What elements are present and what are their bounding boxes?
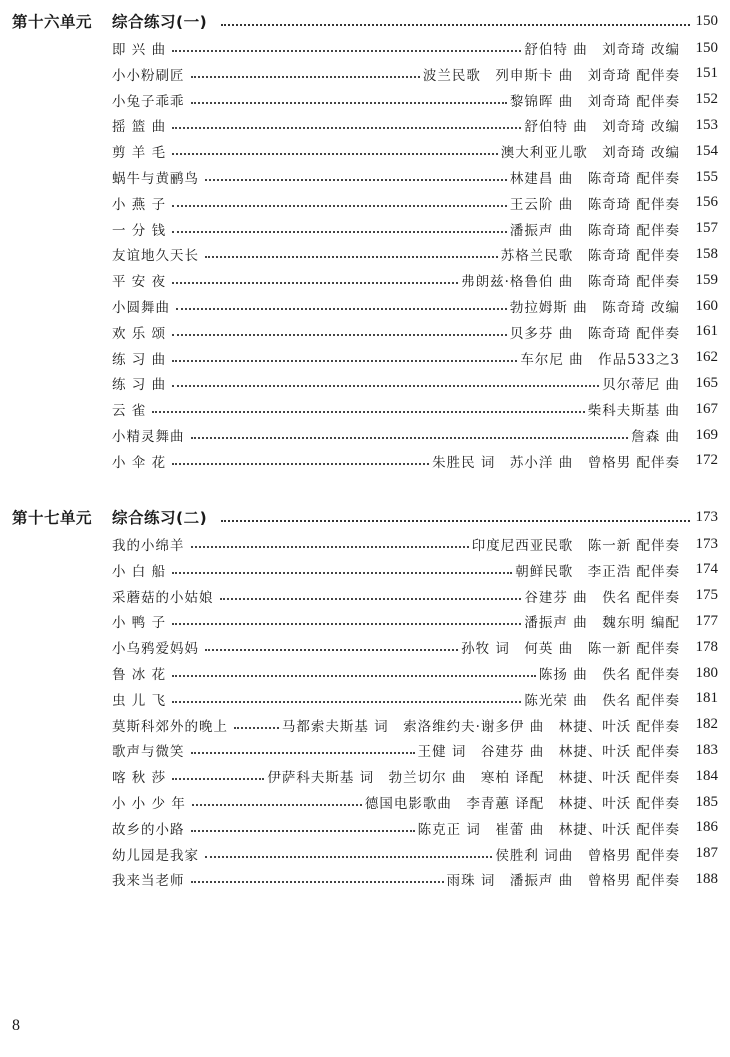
toc-entry[interactable] bbox=[112, 139, 718, 163]
entry-page: 152 bbox=[695, 91, 718, 108]
entry-page: 161 bbox=[695, 323, 718, 340]
toc-entry[interactable] bbox=[112, 532, 718, 556]
toc-entry[interactable] bbox=[112, 397, 718, 421]
unit-page: 173 bbox=[695, 508, 718, 525]
entry-credit: 朝鲜民歌 李正浩 配伴奏 bbox=[515, 563, 680, 580]
leader-dots bbox=[172, 675, 536, 677]
toc-entry[interactable] bbox=[112, 320, 718, 344]
toc-entry[interactable] bbox=[112, 609, 718, 633]
entry-page: 162 bbox=[695, 349, 718, 366]
entry-page: 186 bbox=[695, 819, 718, 836]
leader-dots bbox=[192, 804, 362, 806]
leader-dots bbox=[205, 256, 498, 258]
leader-dots bbox=[152, 411, 584, 413]
toc-entry[interactable] bbox=[112, 88, 718, 112]
toc-entry[interactable] bbox=[112, 346, 718, 370]
entry-page: 156 bbox=[695, 194, 718, 211]
entry-credit: 黎锦晖 曲 刘奇琦 配伴奏 bbox=[509, 93, 680, 110]
entry-credit: 贝多芬 曲 陈奇琦 配伴奏 bbox=[509, 325, 680, 342]
entry-title: 虫 儿 飞 bbox=[112, 692, 167, 709]
leader-dots bbox=[221, 520, 690, 522]
leader-dots bbox=[220, 598, 522, 600]
entry-credit: 陈克正 词 崔蕾 曲 林捷、叶沃 配伴奏 bbox=[417, 821, 680, 838]
toc-entry[interactable] bbox=[112, 62, 718, 86]
entry-title: 蜗牛与黄鹂鸟 bbox=[112, 171, 199, 187]
entry-page: 172 bbox=[695, 452, 718, 469]
toc-entry[interactable] bbox=[112, 738, 718, 762]
unit-number: 第十七单元 bbox=[12, 509, 93, 527]
entry-page: 169 bbox=[695, 426, 718, 443]
entry-title: 我来当老师 bbox=[112, 873, 185, 890]
entry-title: 采蘑菇的小姑娘 bbox=[112, 589, 214, 606]
entry-page: 150 bbox=[695, 39, 718, 56]
leader-dots bbox=[205, 179, 507, 181]
leader-dots bbox=[172, 385, 599, 387]
entry-title: 小 鸭 子 bbox=[112, 615, 167, 632]
entry-page: 183 bbox=[695, 741, 718, 758]
entry-title: 小乌鸦爱妈妈 bbox=[112, 641, 199, 658]
entry-page: 157 bbox=[695, 220, 718, 237]
toc-entry[interactable] bbox=[112, 867, 718, 891]
entry-credit: 澳大利亚儿歌 刘奇琦 改编 bbox=[500, 145, 680, 162]
entry-page: 184 bbox=[695, 767, 718, 784]
entry-page: 160 bbox=[695, 297, 718, 314]
entry-page: 167 bbox=[695, 400, 718, 417]
entry-page: 182 bbox=[695, 716, 718, 733]
entry-page: 154 bbox=[695, 142, 718, 159]
leader-dots bbox=[172, 572, 512, 574]
entry-page: 155 bbox=[695, 168, 718, 185]
toc-entry[interactable] bbox=[112, 790, 718, 814]
entry-title: 歌声与微笑 bbox=[112, 744, 185, 761]
unit-heading bbox=[12, 9, 718, 33]
entry-credit: 朱胜民 词 苏小洋 曲 曾格男 配伴奏 bbox=[432, 454, 680, 471]
entry-title: 小 小 少 年 bbox=[112, 796, 186, 812]
entry-page: 188 bbox=[695, 870, 718, 887]
leader-dots bbox=[191, 437, 629, 439]
entry-credit: 贝尔蒂尼 曲 bbox=[602, 377, 680, 394]
toc-entry[interactable] bbox=[112, 842, 718, 866]
leader-dots bbox=[172, 623, 521, 625]
entry-title: 平 安 夜 bbox=[112, 274, 167, 291]
toc-entry[interactable] bbox=[112, 423, 718, 447]
leader-dots bbox=[172, 282, 458, 284]
entry-page: 174 bbox=[695, 561, 718, 578]
entry-credit: 弗朗兹·格鲁伯 曲 陈奇琦 配伴奏 bbox=[461, 274, 680, 291]
page-footer-number: 8 bbox=[12, 1017, 20, 1034]
entry-credit: 舒伯特 曲 刘奇琦 改编 bbox=[524, 119, 680, 136]
toc-entry[interactable] bbox=[112, 113, 718, 137]
toc-entry[interactable] bbox=[112, 371, 718, 395]
unit-page: 150 bbox=[695, 12, 718, 29]
unit-heading bbox=[12, 505, 718, 529]
entry-page: 185 bbox=[695, 793, 718, 810]
entry-credit: 潘振声 曲 陈奇琦 配伴奏 bbox=[509, 222, 680, 239]
toc-entry[interactable] bbox=[112, 165, 718, 189]
leader-dots bbox=[234, 727, 279, 729]
entry-credit: 印度尼西亚民歌 陈一新 配伴奏 bbox=[471, 538, 680, 554]
leader-dots bbox=[172, 205, 507, 207]
entry-title: 练 习 曲 bbox=[112, 351, 167, 368]
entry-credit: 王云阶 曲 陈奇琦 配伴奏 bbox=[509, 196, 680, 213]
leader-dots bbox=[172, 127, 521, 129]
leader-dots bbox=[176, 308, 507, 310]
leader-dots bbox=[191, 76, 420, 78]
entry-credit: 詹森 曲 bbox=[631, 429, 680, 445]
entry-title: 喀 秋 莎 bbox=[112, 770, 167, 787]
entry-credit: 德国电影歌曲 李青蕙 译配 林捷、叶沃 配伴奏 bbox=[364, 796, 680, 812]
leader-dots bbox=[172, 153, 498, 155]
entry-credit: 柴科夫斯基 曲 bbox=[587, 403, 680, 420]
entry-title: 友谊地久天长 bbox=[112, 248, 199, 265]
entry-title: 小小粉刷匠 bbox=[112, 67, 185, 84]
entry-credit: 陈扬 曲 佚名 配伴奏 bbox=[538, 667, 680, 683]
entry-title: 我的小绵羊 bbox=[112, 538, 185, 554]
entry-credit: 孙牧 词 何英 曲 陈一新 配伴奏 bbox=[461, 641, 680, 658]
leader-dots bbox=[172, 360, 517, 362]
entry-title: 莫斯科郊外的晚上 bbox=[112, 718, 228, 735]
entry-title: 小 伞 花 bbox=[112, 454, 167, 471]
entry-page: 175 bbox=[695, 587, 718, 604]
entry-title: 欢 乐 颂 bbox=[112, 325, 167, 342]
entry-page: 178 bbox=[695, 638, 718, 655]
toc-entry[interactable] bbox=[112, 268, 718, 292]
leader-dots bbox=[172, 778, 264, 780]
leader-dots bbox=[172, 701, 521, 703]
entry-title: 小兔子乖乖 bbox=[112, 93, 185, 110]
entry-credit: 舒伯特 曲 刘奇琦 改编 bbox=[524, 42, 680, 58]
entry-title: 小 白 船 bbox=[112, 563, 167, 580]
entry-page: 180 bbox=[695, 664, 718, 681]
entry-page: 181 bbox=[695, 690, 718, 707]
entry-credit: 侯胜利 词曲 曾格男 配伴奏 bbox=[495, 847, 680, 864]
entry-credit: 伊萨科夫斯基 词 勃兰切尔 曲 寒柏 译配 林捷、叶沃 配伴奏 bbox=[267, 770, 680, 787]
entry-credit: 波兰民歌 列申斯卡 曲 刘奇琦 配伴奏 bbox=[422, 67, 680, 84]
toc-entry[interactable] bbox=[112, 635, 718, 659]
entry-page: 187 bbox=[695, 845, 718, 862]
entry-page: 153 bbox=[695, 116, 718, 133]
leader-dots bbox=[191, 102, 507, 104]
entry-title: 练 习 曲 bbox=[112, 377, 167, 394]
entry-page: 173 bbox=[695, 535, 718, 552]
entry-credit: 谷建芬 曲 佚名 配伴奏 bbox=[524, 589, 680, 606]
leader-dots bbox=[205, 856, 492, 858]
entry-credit: 车尔尼 曲 作品533之3 bbox=[520, 351, 680, 368]
toc-entry[interactable] bbox=[112, 764, 718, 788]
leader-dots bbox=[205, 649, 458, 651]
entry-title: 小 燕 子 bbox=[112, 196, 167, 213]
entry-title: 小圆舞曲 bbox=[112, 300, 170, 316]
toc-entry[interactable] bbox=[112, 36, 718, 60]
entry-credit: 林建昌 曲 陈奇琦 配伴奏 bbox=[509, 171, 680, 187]
toc-entry[interactable] bbox=[112, 294, 718, 318]
entry-page: 151 bbox=[695, 65, 718, 82]
leader-dots bbox=[221, 24, 690, 26]
entry-page: 165 bbox=[695, 374, 718, 391]
leader-dots bbox=[172, 50, 521, 52]
entry-title: 云 雀 bbox=[112, 403, 147, 420]
toc-entry[interactable] bbox=[112, 242, 718, 266]
entry-page: 158 bbox=[695, 245, 718, 262]
entry-credit: 苏格兰民歌 陈奇琦 配伴奏 bbox=[500, 248, 680, 265]
toc-entry[interactable] bbox=[112, 661, 718, 685]
leader-dots bbox=[191, 546, 469, 548]
entry-credit: 陈光荣 曲 佚名 配伴奏 bbox=[524, 692, 680, 709]
entry-title: 剪 羊 毛 bbox=[112, 145, 167, 162]
leader-dots bbox=[191, 752, 415, 754]
toc-entry[interactable] bbox=[112, 217, 718, 241]
entry-page: 177 bbox=[695, 612, 718, 629]
toc-entry[interactable] bbox=[112, 449, 718, 473]
unit-title: 综合练习(二) bbox=[112, 509, 208, 527]
unit-number: 第十六单元 bbox=[12, 13, 93, 31]
entry-credit: 马都索夫斯基 词 索洛维约夫·谢多伊 曲 林捷、叶沃 配伴奏 bbox=[281, 718, 680, 735]
entry-credit: 勃拉姆斯 曲 陈奇琦 改编 bbox=[509, 300, 680, 316]
entry-credit: 雨珠 词 潘振声 曲 曾格男 配伴奏 bbox=[446, 873, 680, 890]
entry-title: 一 分 钱 bbox=[112, 222, 167, 239]
toc-entry[interactable] bbox=[112, 687, 718, 711]
entry-title: 摇 篮 曲 bbox=[112, 119, 167, 136]
leader-dots bbox=[172, 463, 429, 465]
entry-credit: 王健 词 谷建芬 曲 林捷、叶沃 配伴奏 bbox=[417, 744, 680, 761]
entry-credit: 潘振声 曲 魏东明 编配 bbox=[524, 615, 680, 632]
entry-page: 159 bbox=[695, 271, 718, 288]
entry-title: 小精灵舞曲 bbox=[112, 429, 185, 445]
toc-entry[interactable] bbox=[112, 558, 718, 582]
leader-dots bbox=[172, 231, 507, 233]
unit-title: 综合练习(一) bbox=[112, 13, 208, 31]
entry-title: 幼儿园是我家 bbox=[112, 847, 199, 864]
leader-dots bbox=[172, 334, 507, 336]
toc-entry[interactable] bbox=[112, 816, 718, 840]
leader-dots bbox=[191, 881, 444, 883]
entry-title: 故乡的小路 bbox=[112, 821, 185, 838]
toc-entry[interactable] bbox=[112, 584, 718, 608]
toc-entry[interactable] bbox=[112, 713, 718, 737]
entry-title: 即 兴 曲 bbox=[112, 42, 167, 58]
entry-title: 鲁 冰 花 bbox=[112, 667, 167, 683]
leader-dots bbox=[191, 830, 415, 832]
toc-entry[interactable] bbox=[112, 191, 718, 215]
